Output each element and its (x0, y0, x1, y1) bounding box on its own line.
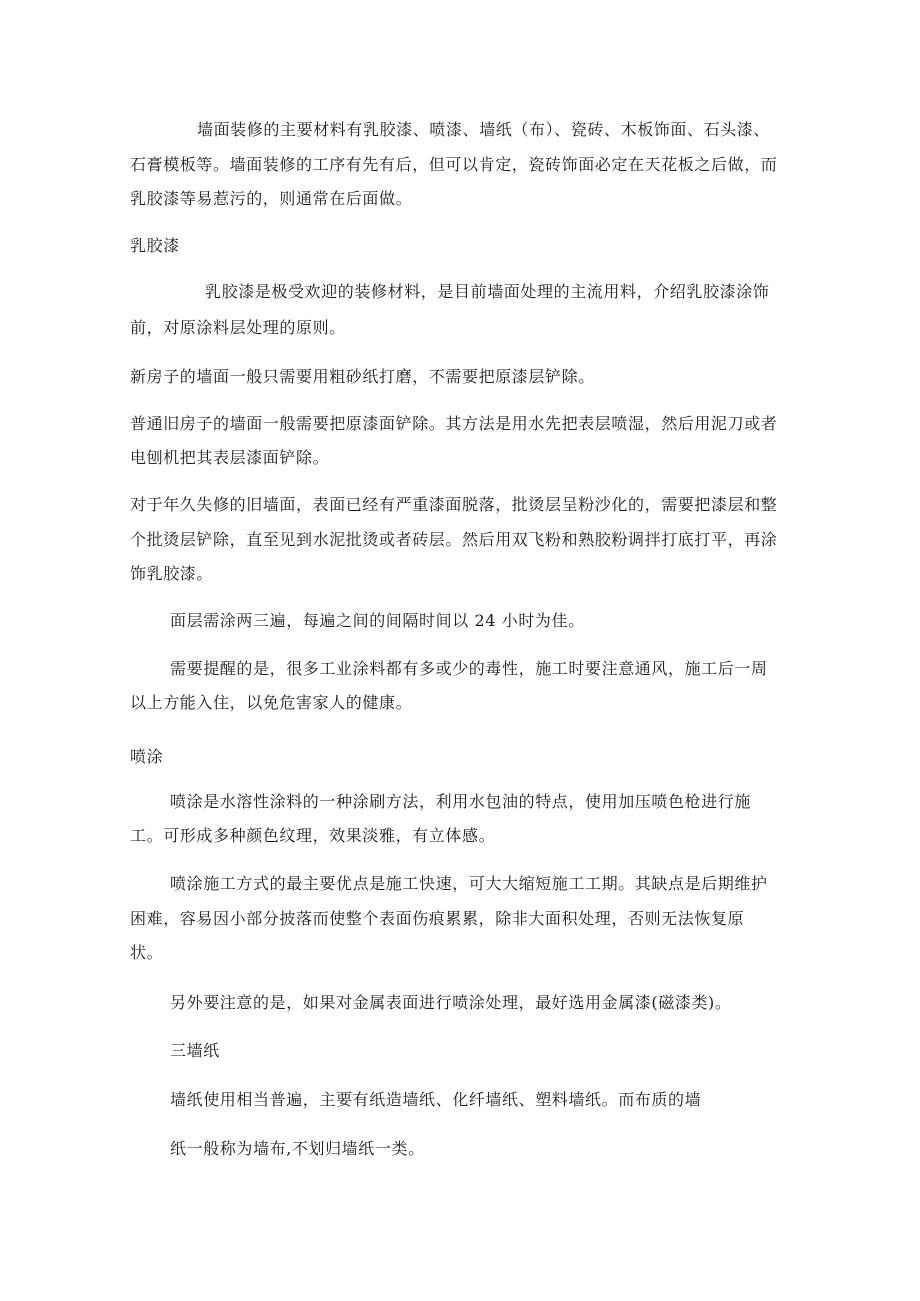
wallpaper-body-line-1: 墙纸使用相当普遍，主要有纸造墙纸、化纤墙纸、塑料墙纸。而布质的墙 (170, 1090, 702, 1109)
spray-intro-line-1: 喷涂是水溶性涂料的一种涂刷方法，利用水包油的特点，使用加压喷色枪进行施 (170, 792, 752, 811)
latex-intro-line-2: 前，对原涂料层处理的原则。 (130, 318, 346, 337)
spray-pros-cons-line-1: 喷涂施工方式的最主要优点是施工快速，可大大缩短施工工期。其缺点是后期维护 (170, 874, 768, 893)
intro-line-2: 石膏模板等。墙面装修的工序有先有后，但可以肯定，瓷砖饰面必定在天花板之后做，而 (130, 155, 778, 174)
latex-old-house-line-1: 普通旧房子的墙面一般需要把原漆面铲除。其方法是用水先把表层喷湿，然后用泥刀或者 (130, 414, 778, 433)
latex-disrepair-line-1: 对于年久失修的旧墙面，表面已经有严重漆面脱落，批烫层呈粉沙化的，需要把漆层和整 (130, 495, 778, 514)
spray-intro-line-2: 工。可形成多种颜色纹理，效果淡雅，有立体感。 (130, 826, 496, 845)
latex-disrepair-line-2: 个批烫层铲除，直至见到水泥批烫或者砖层。然后用双飞粉和熟胶粉调拌打底打平，再涂 (130, 530, 778, 549)
spray-metal-note: 另外要注意的是，如果对金属表面进行喷涂处理，最好选用金属漆(磁漆类)。 (170, 993, 732, 1012)
latex-disrepair-line-3: 饰乳胶漆。 (130, 564, 214, 583)
spray-pros-cons-line-2: 困难，容易因小部分披落而使整个表面伤痕累累，除非大面积处理，否则无法恢复原 (130, 909, 745, 928)
spray-pros-cons-line-3: 状。 (130, 943, 164, 962)
latex-reminder-line-2: 以上方能入住，以免危害家人的健康。 (130, 693, 413, 712)
heading-latex-paint: 乳胶漆 (130, 236, 180, 255)
latex-new-house: 新房子的墙面一般只需要用粗砂纸打磨，不需要把原漆层铲除。 (130, 367, 595, 386)
intro-line-1: 墙面装修的主要材料有乳胶漆、喷漆、墙纸（布）、瓷砖、木板饰面、石头漆、 (197, 120, 771, 139)
latex-old-house-line-2: 电刨机把其表层漆面铲除。 (130, 448, 330, 467)
heading-spray-coating: 喷涂 (130, 747, 164, 766)
heading-wallpaper: 三墙纸 (170, 1041, 220, 1060)
intro-line-3: 乳胶漆等易惹污的，则通常在后面做。 (130, 189, 413, 208)
latex-coats: 面层需涂两三遍，每遍之间的间隔时间以 24 小时为佳。 (170, 611, 585, 630)
latex-reminder-line-1: 需要提醒的是，很多工业涂料都有多或少的毒性，施工时要注意通风，施工后一周 (170, 659, 768, 678)
latex-intro-line-1: 乳胶漆是极受欢迎的装修材料，是目前墙面处理的主流用料，介绍乳胶漆涂饰 (205, 282, 770, 301)
wallpaper-body-line-2: 纸一般称为墙布,不划归墙纸一类。 (170, 1139, 425, 1158)
